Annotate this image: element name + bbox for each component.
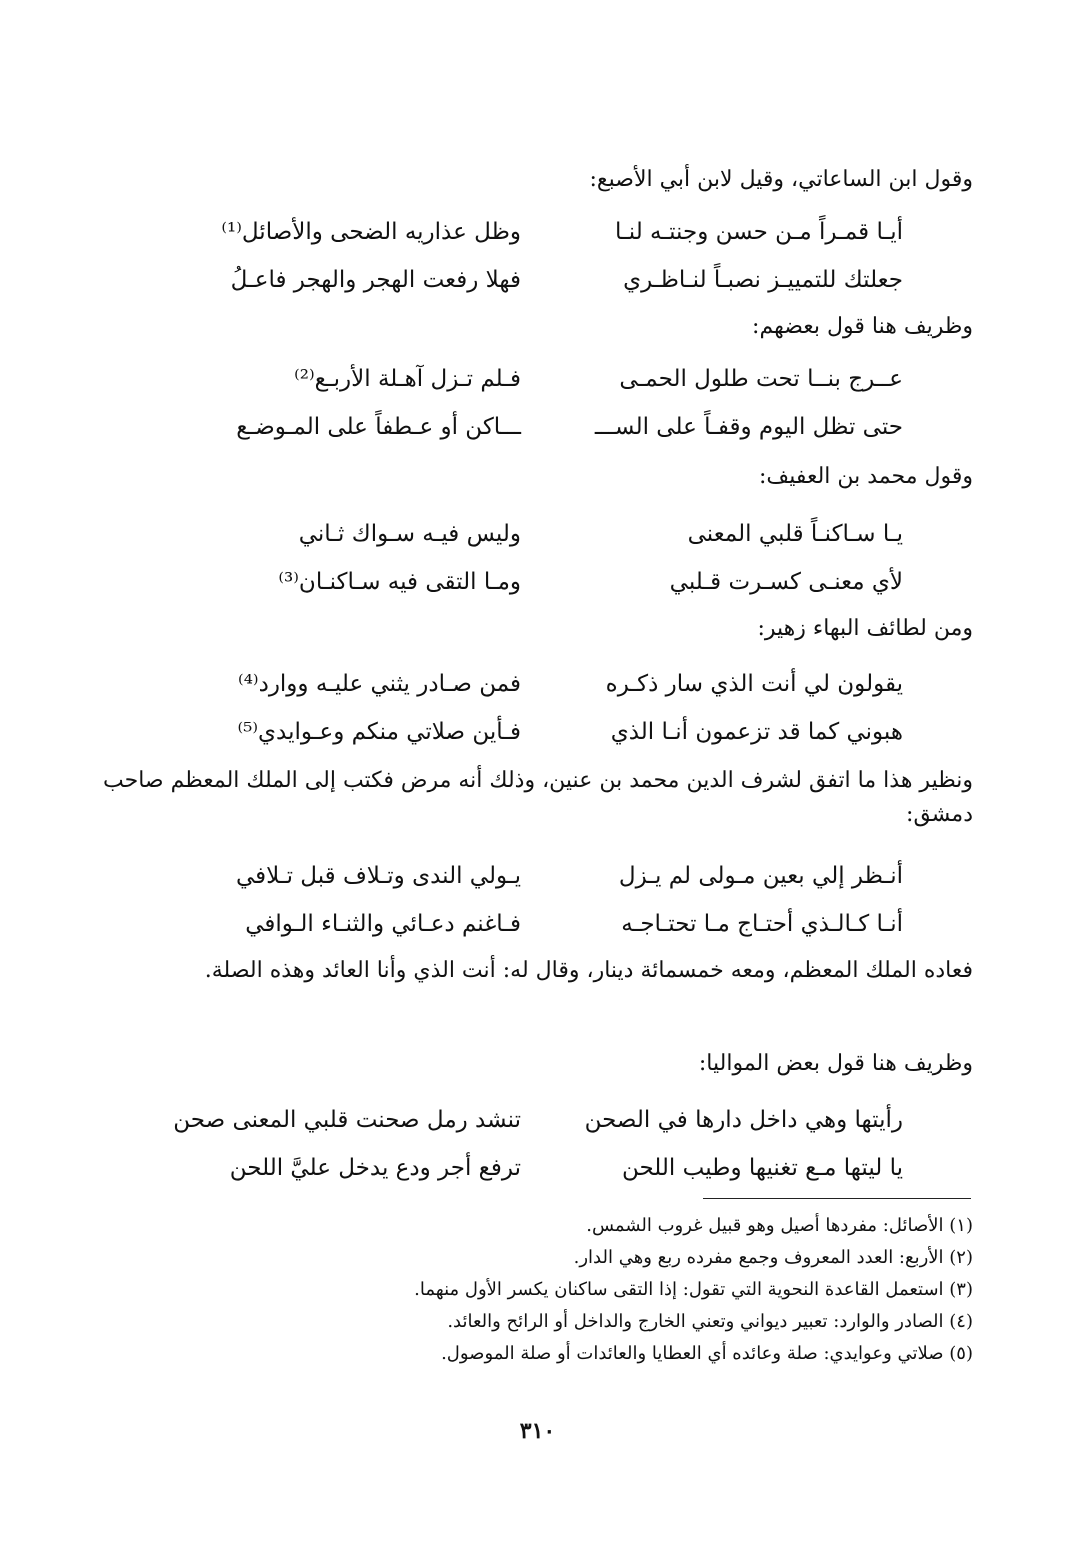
- verse-first-hemistich: أنـا كـالـذي أحتـاج مـا تحتـاجـه: [621, 911, 903, 937]
- verse-line: [191, 708, 903, 756]
- verse-line: [173, 1096, 903, 1144]
- verse-second-hemistich: فمن صـادر يثني عليـه ووارد⁽⁴⁾: [238, 671, 521, 697]
- verse-second-hemistich: وظل عذاريه الضحى والأصائل⁽¹⁾: [221, 219, 521, 245]
- verse-line: [191, 355, 903, 403]
- verse-line: [191, 403, 903, 451]
- verse-first-hemistich: يقولون لي أنت الذي سار ذكـره: [605, 671, 903, 697]
- verse-block-6: [173, 1096, 903, 1192]
- verse-first-hemistich: لأي معنـى كسـرت قـلبي: [669, 569, 903, 595]
- footnote-3: (٣) استعمل القاعدة النحوية التي تقول: إذا التقى ساكنان يكسر الأول منهما.: [414, 1279, 973, 1300]
- footnotes: [143, 1210, 973, 1370]
- verse-first-hemistich: حتى تظل اليوم وقفـاً على الســـ: [594, 414, 903, 440]
- verse-second-hemistich: تنشد رمل صحنت قلبي المعنى صحن: [173, 1107, 521, 1133]
- verse-block-2: [191, 355, 903, 451]
- verse-second-hemistich: يـولي الندى وتـلاف قبل تـلافي: [235, 863, 521, 889]
- verse-second-hemistich: ترفع أجر ودع يدخل عليَّ اللحن: [229, 1155, 521, 1181]
- paragraph-visit: فعاده الملك المعظم، ومعه خمسمائة دينار، وقال له: أنت الذي وأنا العائد وهذه الصلة.: [204, 958, 973, 983]
- verse-block-5: [191, 852, 903, 948]
- footnote-1: (١) الأصائل: مفردها أصيل وهو قبيل غروب الشمس.: [586, 1215, 973, 1236]
- verse-first-hemistich: يا ليتها مـع تغنيها وطيب اللحن: [621, 1155, 903, 1181]
- intro-ibn-alafif: وقول محمد بن العفيف:: [759, 464, 973, 489]
- verse-line: [191, 660, 903, 708]
- verse-second-hemistich: فـلم تـزل آهـلة الأربـع⁽²⁾: [294, 366, 521, 392]
- verse-first-hemistich: أيـا قمـراً مـن حسن وجنتـه لنـا: [615, 219, 903, 245]
- verse-line: [191, 900, 903, 948]
- verse-second-hemistich: فـاغنم دعـائي والثنـاء الـوافي: [245, 911, 521, 937]
- verse-block-4: [191, 660, 903, 756]
- footnote-2: (٢) الأربع: العدد المعروف وجمع مفرده ربع وهي الدار.: [573, 1247, 973, 1268]
- intro-ibn-alsaati: وقول ابن الساعاتي، وقيل لابن أبي الأصبع:: [589, 167, 973, 192]
- intro-baha-zuhayr: ومن لطائف البهاء زهير:: [757, 616, 973, 641]
- verse-second-hemistich: وليس فيـه سـواك ثـاني: [298, 521, 521, 547]
- verse-first-hemistich: يـا سـاكنـاً قلبي المعنى: [687, 521, 903, 547]
- footnote-separator: [703, 1198, 971, 1199]
- verse-line: [191, 510, 903, 558]
- footnote-5: (٥) صلاتي وعوايدي: صلة وعائده أي العطايا والعائدات أو صلة الموصول.: [441, 1343, 973, 1364]
- verse-line: [191, 852, 903, 900]
- verse-first-hemistich: أنـظر إلي بعين مـولى لم يـزل: [618, 863, 903, 889]
- verse-second-hemistich: فـأين صلاتي منكم وعـوايدي⁽⁵⁾: [237, 719, 521, 745]
- verse-first-hemistich: رأيتها وهي داخل دارها في الصحن: [584, 1107, 903, 1133]
- verse-second-hemistich: ـــاكن أو عـطفاً على المـوضـع: [236, 414, 521, 440]
- verse-line: [191, 208, 903, 256]
- paragraph-ibn-unayn: ونظير هذا ما اتفق لشرف الدين محمد بن عنين، وذلك أنه مرض فكتب إلى الملك المعظم صاحب دمشق:: [103, 768, 973, 827]
- verse-first-hemistich: جعلتك للتمييـز نصبـاً لنـاظـري: [623, 267, 903, 293]
- verse-first-hemistich: عــرج بنــا تحت طلول الحمـى: [619, 366, 903, 392]
- verse-first-hemistich: هبوني كما قد تزعمون أنـا الذي: [610, 719, 903, 745]
- intro-some-say: وظريف هنا قول بعضهم:: [752, 314, 973, 339]
- footnote-4: (٤) الصادر والوارد: تعبير ديواني وتعني الخارج والداخل أو الرائح والعائد.: [447, 1311, 973, 1332]
- verse-line: [191, 558, 903, 606]
- verse-block-1: [191, 208, 903, 304]
- verse-block-3: [191, 510, 903, 606]
- intro-mawaliya: وظريف هنا قول بعض المواليا:: [698, 1051, 973, 1076]
- page-number: ٣١٠: [519, 1418, 556, 1444]
- verse-line: [191, 256, 903, 304]
- verse-second-hemistich: فهلا رفعت الهجر والهجر فاعـلُ: [230, 267, 521, 293]
- verse-second-hemistich: ومـا التقى فيه سـاكنـان⁽³⁾: [278, 569, 521, 595]
- verse-line: [191, 1144, 903, 1192]
